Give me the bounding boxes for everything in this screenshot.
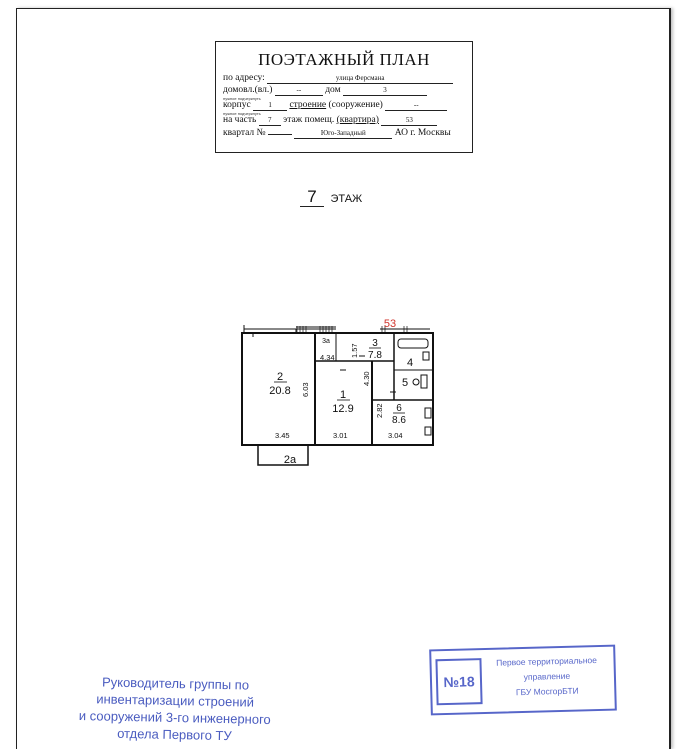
signature-line: отдела Первого ТУ	[117, 725, 232, 744]
domovl-label: домовл.(вл.)	[223, 85, 273, 95]
chast-label: на часть	[223, 115, 257, 125]
stamp-text	[483, 653, 610, 701]
kitchen-sink	[425, 408, 431, 418]
etazh-label: этаж	[283, 115, 303, 125]
room-1-area: 12.9	[332, 403, 354, 415]
kvartal-label: квартал №	[223, 128, 266, 138]
stroenie-value: --	[385, 101, 447, 111]
pomesh-label: помещ.	[304, 115, 335, 125]
bathtub-fixture	[398, 339, 428, 348]
document-title: ПОЭТАЖНЫЙ ПЛАН	[258, 50, 430, 69]
korpus-label: корпус	[223, 100, 251, 110]
dimension-label: 2.82	[375, 403, 384, 418]
ao-label: АО г. Москвы	[394, 128, 451, 138]
okrug-value: Юго-Западный	[294, 129, 392, 139]
room-2-area: 20.8	[269, 385, 291, 397]
room-6-id: 6	[396, 403, 402, 414]
room-1-id: 1	[339, 389, 347, 401]
signature-line: инвентаризации строений	[96, 691, 255, 710]
address-label: по адресу:	[223, 73, 265, 83]
kvartira-label: (квартира)	[336, 115, 379, 125]
domovl-value: --	[275, 86, 323, 96]
address-value: улица Ферсмана	[267, 74, 453, 84]
room-3-area: 7.8	[368, 350, 382, 361]
apartment-number: 53	[383, 318, 397, 330]
dom-value: 3	[343, 86, 427, 96]
dimension-label: 4.34	[320, 353, 335, 362]
dimension-label: 3.04	[388, 431, 403, 440]
stamp-line: ГБУ МосгорБТИ	[515, 685, 579, 698]
dom-label: дом	[325, 85, 341, 95]
dimension-label: 1.57	[350, 343, 359, 358]
signature-line: Руководитель группы по	[101, 674, 250, 693]
sooruzhenie-label: (сооружение)	[328, 100, 383, 110]
kvartira-value: 53	[381, 116, 437, 126]
note-underline-2: нужное подчеркнуть	[223, 111, 261, 116]
dimension-label: 4.30	[362, 371, 371, 386]
signature-block	[54, 672, 295, 745]
room-3-id: 3	[372, 338, 378, 349]
dimension-label: 6.03	[301, 382, 310, 397]
room-3a-id: 3а	[322, 338, 330, 345]
stroenie-label: строение	[289, 100, 327, 110]
note-underline-1: нужное подчеркнуть	[223, 96, 261, 101]
floor-number: 7	[300, 188, 324, 207]
signature-line: и сооружений 3-го инженерного	[78, 707, 271, 728]
room-2-id: 2	[276, 371, 284, 383]
kitchen-stove	[425, 427, 431, 435]
dimension-label: 3.01	[333, 431, 348, 440]
room-4-id: 4	[406, 357, 414, 369]
stamp-line: управление	[523, 670, 571, 682]
toilet-fixture	[413, 379, 419, 385]
room-6-area: 8.6	[392, 415, 406, 426]
room-5-id: 5	[401, 377, 409, 389]
korpus-value: 1	[253, 101, 287, 111]
room-2a-id: 2а	[283, 454, 297, 466]
bath-sink	[423, 352, 429, 360]
floor-word: ЭТАЖ	[330, 193, 363, 205]
dimension-label: 3.45	[275, 431, 290, 440]
official-stamp	[429, 645, 617, 716]
stamp-line: Первое территориальное	[496, 655, 598, 668]
toilet-tank	[421, 375, 427, 388]
chast-value: 7	[259, 116, 281, 126]
stamp-number: №18	[435, 658, 482, 705]
